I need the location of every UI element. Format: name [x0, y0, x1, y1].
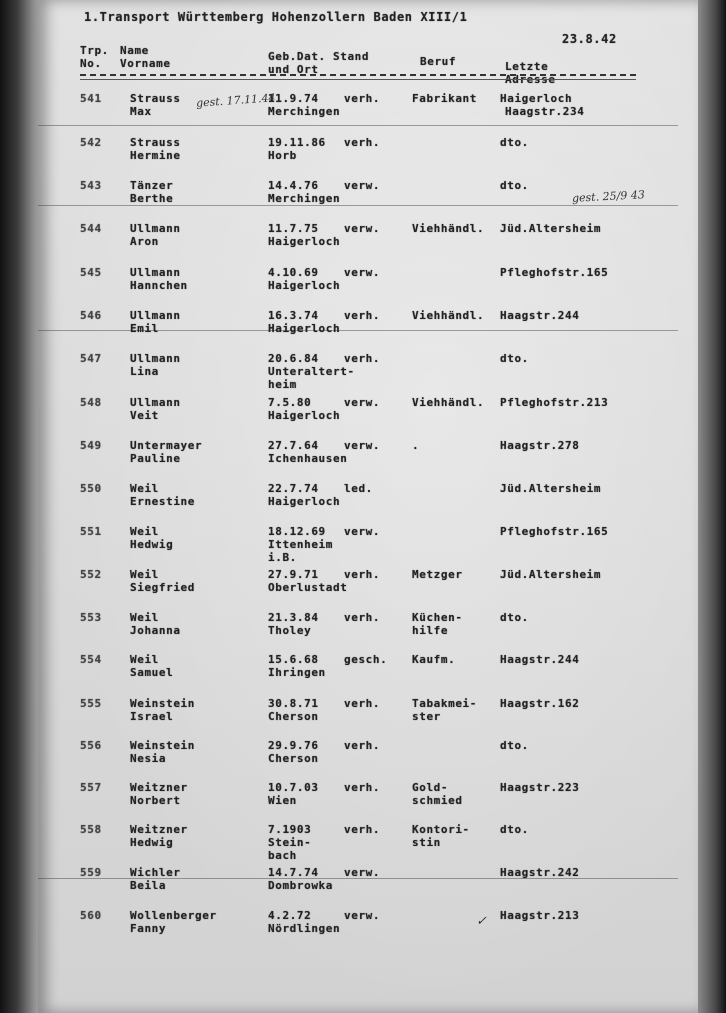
row-birthplace: Tholey [268, 624, 312, 637]
row-name: Weil [130, 482, 159, 495]
row-address: dto. [500, 136, 529, 149]
row-occupation-cont: stin [412, 836, 441, 849]
row-name: Weil [130, 611, 159, 624]
row-occupation: Gold- [412, 781, 449, 794]
row-birthplace: Haigerloch [268, 409, 341, 422]
row-vorname: Aron [130, 235, 159, 248]
row-number: 545 [80, 266, 102, 279]
row-status: verh. [344, 823, 381, 836]
page-rule [38, 205, 678, 206]
row-vorname: Berthe [130, 192, 174, 205]
row-occupation: Tabakmei- [412, 697, 478, 710]
row-vorname: Nesia [130, 752, 167, 765]
row-status: verh. [344, 352, 381, 365]
row-birthdate: 16.3.74 [268, 309, 319, 322]
row-address: Haagstr.223 [500, 781, 580, 794]
row-name: Untermayer [130, 439, 203, 452]
header-divider [80, 74, 636, 80]
row-name: Strauss [130, 136, 181, 149]
row-vorname: Beila [130, 879, 167, 892]
row-vorname: Max [130, 105, 152, 118]
row-birthdate: 18.12.69 [268, 525, 326, 538]
row-number: 558 [80, 823, 102, 836]
row-birthdate: 10.7.03 [268, 781, 319, 794]
row-vorname: Hedwig [130, 836, 174, 849]
row-status: verh. [344, 92, 381, 105]
row-number: 557 [80, 781, 102, 794]
row-birthplace-cont: bach [268, 849, 297, 862]
page-edge [698, 0, 726, 1013]
row-number: 554 [80, 653, 102, 666]
row-birthplace: Haigerloch [268, 322, 341, 335]
row-address: Haagstr.244 [500, 653, 580, 666]
row-status: verw. [344, 525, 381, 538]
row-status: verw. [344, 439, 381, 452]
row-birthplace: Ittenheim [268, 538, 334, 551]
row-address: dto. [500, 611, 529, 624]
row-vorname: Lina [130, 365, 159, 378]
document-date: 23.8.42 [562, 32, 617, 46]
row-address: Jüd.Altersheim [500, 568, 602, 581]
row-number: 547 [80, 352, 102, 365]
col-trp-line1: Trp. [80, 44, 109, 57]
row-number: 548 [80, 396, 102, 409]
row-vorname: Siegfried [130, 581, 196, 594]
row-name: Wollenberger [130, 909, 217, 922]
row-birthdate: 7.1903 [268, 823, 312, 836]
col-trp-line2: No. [80, 57, 102, 70]
row-birthdate: 14.7.74 [268, 866, 319, 879]
row-vorname: Pauline [130, 452, 181, 465]
row-number: 555 [80, 697, 102, 710]
row-birthplace: Wien [268, 794, 297, 807]
col-beruf: Beruf [420, 55, 457, 68]
row-birthplace: Cherson [268, 752, 319, 765]
row-occupation: Viehhändl. [412, 396, 485, 409]
row-birthplace: Nördlingen [268, 922, 341, 935]
row-status: verh. [344, 697, 381, 710]
row-occupation-cont: schmied [412, 794, 463, 807]
row-number: 549 [80, 439, 102, 452]
row-name: Ullmann [130, 222, 181, 235]
row-birthdate: 11.7.75 [268, 222, 319, 235]
row-status: verh. [344, 781, 381, 794]
handwritten-note: gest. 25/9 43 [571, 188, 646, 205]
row-occupation: Viehhändl. [412, 222, 485, 235]
row-status: verh. [344, 611, 381, 624]
row-name: Weil [130, 653, 159, 666]
row-vorname: Veit [130, 409, 159, 422]
row-vorname: Israel [130, 710, 174, 723]
row-birthplace: Haigerloch [268, 279, 341, 292]
row-birthplace: Stein- [268, 836, 312, 849]
row-name: Weitzner [130, 823, 188, 836]
row-name: Ullmann [130, 352, 181, 365]
row-number: 560 [80, 909, 102, 922]
row-address: Pfleghofstr.165 [500, 266, 609, 279]
row-number: 542 [80, 136, 102, 149]
row-birthdate: 30.8.71 [268, 697, 319, 710]
row-status: verw. [344, 179, 381, 192]
row-address: Jüd.Altersheim [500, 482, 602, 495]
row-name: Strauss [130, 92, 181, 105]
row-vorname: Hedwig [130, 538, 174, 551]
row-name: Wichler [130, 866, 181, 879]
col-name-line1: Name [120, 44, 149, 57]
row-number: 556 [80, 739, 102, 752]
row-status: gesch. [344, 653, 388, 666]
row-address: Haagstr.242 [500, 866, 580, 879]
row-address: dto. [500, 823, 529, 836]
row-birthdate: 14.4.76 [268, 179, 319, 192]
row-address: dto. [500, 352, 529, 365]
row-number: 559 [80, 866, 102, 879]
row-number: 541 [80, 92, 102, 105]
row-birthplace: Ihringen [268, 666, 326, 679]
row-vorname: Hermine [130, 149, 181, 162]
row-occupation: Küchen- [412, 611, 463, 624]
row-address: Haagstr.213 [500, 909, 580, 922]
row-address: dto. [500, 739, 529, 752]
col-name-line2: Vorname [120, 57, 171, 70]
row-birthplace-cont: heim [268, 378, 297, 391]
col-addr-line2: Adresse [505, 73, 556, 86]
col-geb-line2: und Ort [268, 63, 319, 76]
row-status: verw. [344, 909, 381, 922]
handwritten-note: gest. 17.11.44 [195, 91, 276, 110]
row-address: Haigerloch [500, 92, 573, 105]
check-mark: ✓ [476, 914, 487, 929]
row-address: Pfleghofstr.165 [500, 525, 609, 538]
row-birthdate: 4.10.69 [268, 266, 319, 279]
row-status: verw. [344, 396, 381, 409]
row-occupation: Fabrikant [412, 92, 478, 105]
row-name: Weinstein [130, 697, 196, 710]
row-address: Haagstr.278 [500, 439, 580, 452]
row-address: Pfleghofstr.213 [500, 396, 609, 409]
row-birthdate: 29.9.76 [268, 739, 319, 752]
row-birthdate: 27.7.64 [268, 439, 319, 452]
row-name: Ullmann [130, 396, 181, 409]
row-birthdate: 27.9.71 [268, 568, 319, 581]
row-birthdate: 21.3.84 [268, 611, 319, 624]
row-number: 550 [80, 482, 102, 495]
row-birthdate: 7.5.80 [268, 396, 312, 409]
row-status: verh. [344, 136, 381, 149]
col-addr-line1: Letzte [505, 60, 549, 73]
row-occupation-cont: hilfe [412, 624, 449, 637]
row-status: verw. [344, 866, 381, 879]
row-vorname: Ernestine [130, 495, 196, 508]
row-birthplace: Ichenhausen [268, 452, 348, 465]
row-address: Haagstr.162 [500, 697, 580, 710]
row-number: 553 [80, 611, 102, 624]
row-birthdate: 4.2.72 [268, 909, 312, 922]
row-occupation: Kontori- [412, 823, 470, 836]
row-address-line2: Haagstr.234 [505, 105, 585, 118]
row-birthdate: 11.9.74 [268, 92, 319, 105]
row-birthdate: 15.6.68 [268, 653, 319, 666]
row-status: verh. [344, 309, 381, 322]
row-number: 544 [80, 222, 102, 235]
row-number: 551 [80, 525, 102, 538]
row-vorname: Norbert [130, 794, 181, 807]
row-occupation: . [412, 439, 420, 452]
row-name: Weil [130, 568, 159, 581]
row-name: Weitzner [130, 781, 188, 794]
row-name: Weinstein [130, 739, 196, 752]
row-birthplace-cont: i.B. [268, 551, 297, 564]
row-address: Jüd.Altersheim [500, 222, 602, 235]
row-birthplace: Merchingen [268, 105, 341, 118]
row-birthdate: 19.11.86 [268, 136, 326, 149]
row-status: verw. [344, 222, 381, 235]
row-name: Tänzer [130, 179, 174, 192]
row-number: 543 [80, 179, 102, 192]
page-rule [38, 125, 678, 126]
row-status: led. [344, 482, 373, 495]
row-birthplace: Haigerloch [268, 495, 341, 508]
document-title: 1.Transport Württemberg Hohenzollern Baden XIII/1 [84, 10, 468, 24]
row-name: Ullmann [130, 266, 181, 279]
col-geb-line1: Geb.Dat. Stand [268, 50, 370, 63]
row-birthplace: Oberlustadt [268, 581, 348, 594]
row-number: 552 [80, 568, 102, 581]
row-birthplace: Horb [268, 149, 297, 162]
row-status: verh. [344, 739, 381, 752]
row-occupation: Metzger [412, 568, 463, 581]
row-occupation: Viehhändl. [412, 309, 485, 322]
row-status: verw. [344, 266, 381, 279]
row-name: Ullmann [130, 309, 181, 322]
row-birthplace: Dombrowka [268, 879, 334, 892]
row-birthdate: 20.6.84 [268, 352, 319, 365]
row-address: dto. [500, 179, 529, 192]
row-birthplace: Cherson [268, 710, 319, 723]
row-occupation: Kaufm. [412, 653, 456, 666]
row-name: Weil [130, 525, 159, 538]
row-birthplace: Unteraltert- [268, 365, 355, 378]
row-vorname: Emil [130, 322, 159, 335]
row-birthplace: Merchingen [268, 192, 341, 205]
row-occupation-cont: ster [412, 710, 441, 723]
row-vorname: Johanna [130, 624, 181, 637]
row-status: verh. [344, 568, 381, 581]
row-vorname: Samuel [130, 666, 174, 679]
row-birthdate: 22.7.74 [268, 482, 319, 495]
row-number: 546 [80, 309, 102, 322]
row-vorname: Fanny [130, 922, 167, 935]
row-vorname: Hannchen [130, 279, 188, 292]
row-birthplace: Haigerloch [268, 235, 341, 248]
row-address: Haagstr.244 [500, 309, 580, 322]
